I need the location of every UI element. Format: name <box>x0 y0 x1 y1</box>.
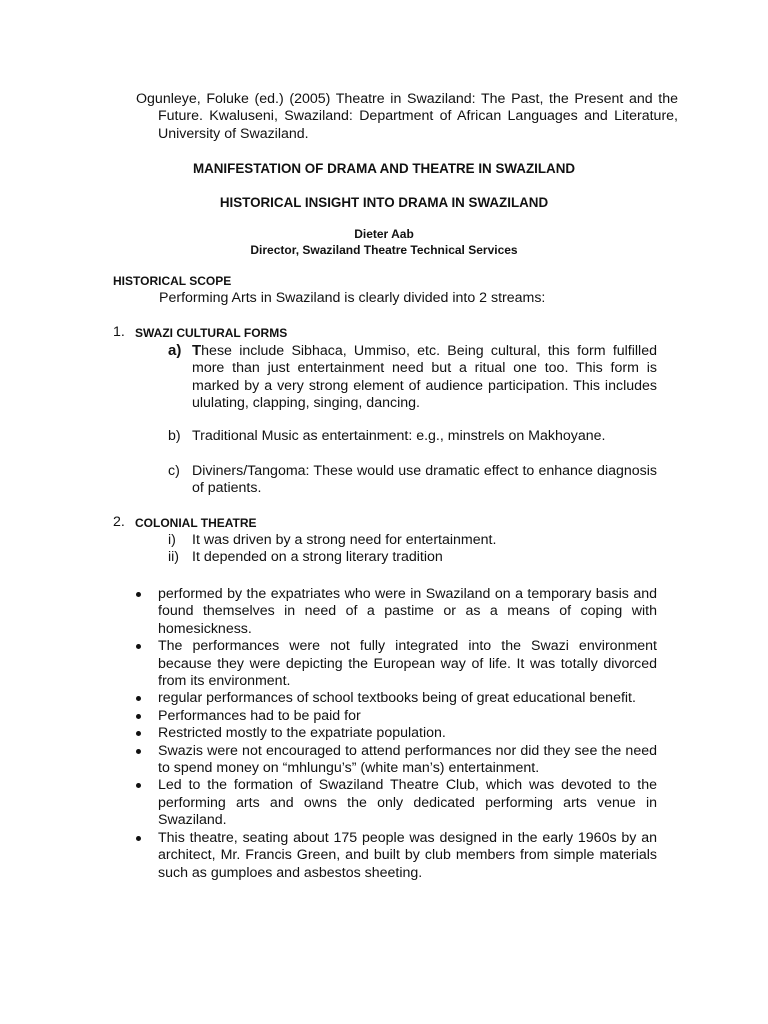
item-text: It depended on a strong literary tradition <box>192 549 443 565</box>
list-item-text: performed by the expatriates who were in Swaziland on a temporary basis and found themselves in need of a pastime or as a means of coping with homesickness. <box>158 586 657 637</box>
item-marker: a) <box>168 342 182 359</box>
item-drop-letter: T <box>192 342 202 359</box>
item-marker: b) <box>168 428 181 444</box>
bullet-icon <box>136 731 141 736</box>
author-name: Dieter Aab <box>354 227 414 241</box>
section-2-item-i <box>168 532 496 549</box>
section-2-title: COLONIAL THEATRE <box>135 516 257 530</box>
section-1-item-a <box>168 342 657 413</box>
list-item-text: This theatre, seating about 175 people was designed in the early 1960s by an architect, Mr. Francis Green, and built by club members from simple materials such as gumploes and asbestos sheeting. <box>158 829 657 881</box>
item-marker: i) <box>168 532 176 548</box>
colonial-theatre-bullet-list <box>135 586 657 882</box>
list-item-text: Led to the formation of Swaziland Theatre Club, which was devoted to the performing arts and owns the only dedicated performing arts venue in Swaziland. <box>158 777 657 829</box>
item-text: Diviners/Tangoma: These would use dramatic effect to enhance diagnosis of patients. <box>192 463 657 497</box>
list-item-text: regular performances of school textbooks being of great educational benefit. <box>158 690 636 707</box>
list-item-text: Swazis were not encouraged to attend performances nor did they see the need to spend money on “mhlungu’s” (white man’s) entertainment. <box>158 742 657 777</box>
section-2-number: 2. <box>113 514 125 530</box>
historical-scope-text: Performing Arts in Swaziland is clearly divided into 2 streams: <box>159 290 546 306</box>
main-title: MANIFESTATION OF DRAMA AND THEATRE IN SWAZILAND <box>192 161 576 176</box>
bullet-icon <box>136 696 141 701</box>
author-affiliation: Director, Swaziland Theatre Technical Services <box>250 243 518 257</box>
bullet-icon <box>136 836 141 841</box>
list-item-text: The performances were not fully integrated into the Swazi environment because they were depicting the European way of life. It was totally divorced from its environment. <box>158 638 657 690</box>
item-marker: c) <box>168 463 180 479</box>
item-text <box>192 342 657 413</box>
bullet-icon <box>136 592 141 597</box>
section-1-item-b <box>168 428 657 445</box>
section-1-item-c <box>168 463 657 498</box>
citation: Ogunleye, Foluke (ed.) (2005) Theatre in Swaziland: The Past, the Present and the Future. Kwaluseni, Swaziland: Department of African Languages and Literature, University of Swaziland. <box>136 91 678 142</box>
list-item <box>135 743 657 778</box>
section-1-title: SWAZI CULTURAL FORMS <box>135 326 288 340</box>
item-text: It was driven by a strong need for entertainment. <box>192 532 497 548</box>
item-text: Traditional Music as entertainment: e.g., minstrels on Makhoyane. <box>192 428 606 444</box>
section-2-item-ii <box>168 549 443 566</box>
bullet-icon <box>136 714 141 719</box>
list-item <box>135 638 657 690</box>
list-item <box>135 830 657 882</box>
bullet-icon <box>136 749 141 754</box>
item-text-body: hese include Sibhaca, Ummiso, etc. Being cultural, this form fulfilled more than just entertainment need but a ritual one too. This form is marked by a very strong element of audience participation. This includes ululating, clapping, singing, dancing. <box>192 343 657 412</box>
bullet-icon <box>136 783 141 788</box>
bullet-icon <box>136 644 141 649</box>
list-item <box>135 690 657 707</box>
list-item-text: Performances had to be paid for <box>158 707 361 724</box>
list-item <box>135 725 657 742</box>
list-item <box>135 777 657 829</box>
list-item <box>135 586 657 638</box>
item-marker: ii) <box>168 549 180 565</box>
list-item <box>135 708 657 725</box>
section-1-number: 1. <box>113 324 125 340</box>
subtitle: HISTORICAL INSIGHT INTO DRAMA IN SWAZILAND <box>219 195 549 210</box>
list-item-text: Restricted mostly to the expatriate population. <box>158 725 446 742</box>
historical-scope-heading: HISTORICAL SCOPE <box>113 274 232 288</box>
